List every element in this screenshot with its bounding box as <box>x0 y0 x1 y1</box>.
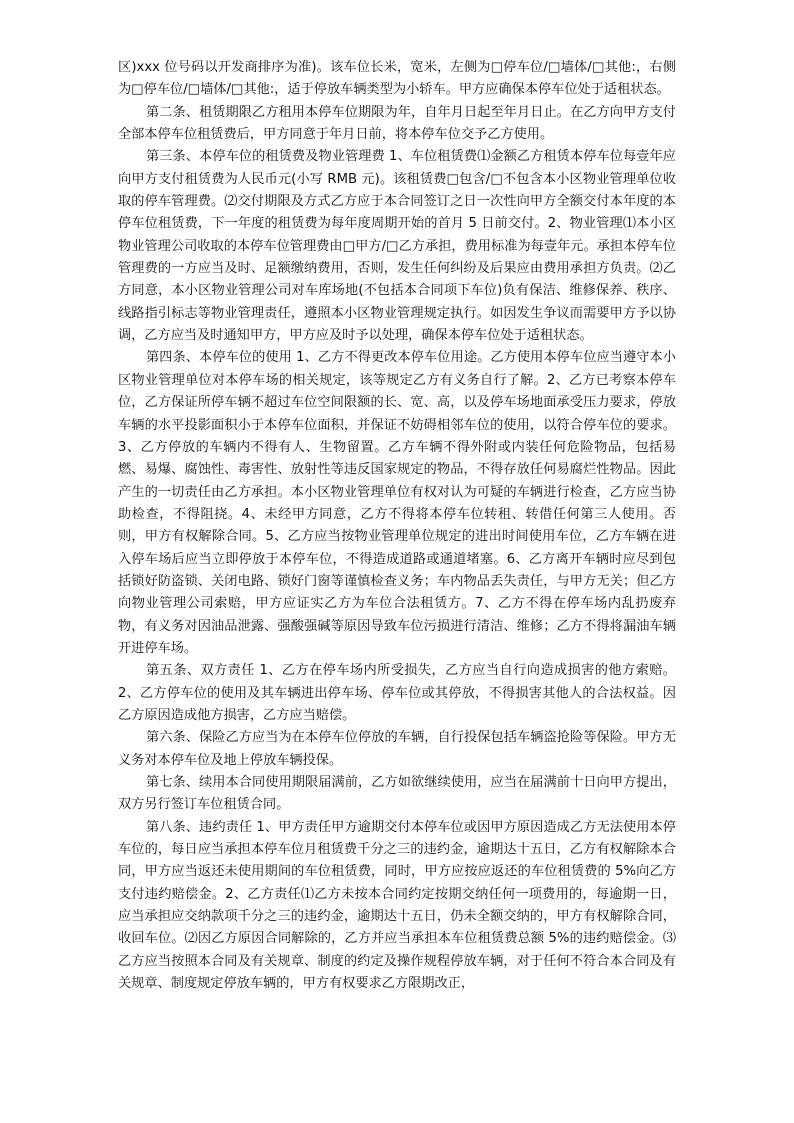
paragraph-article-4-usage: 第四条、本停车位的使用 1、乙方不得更改本停车位用途。乙方使用本停车位应当遵守本小区物业管理单位对本停车场的相关规定，该等规定乙方有义务自行了解。2、乙方已考察本停车位，乙方保证所停车辆不超过车位空间限额的长、宽、高，以及停车场地面承受压力要求，停放车辆的水平投影面积小于本停车位面积，并保证不妨碍相邻车位的使用，以符合停车位的要求。3、乙方停放的车辆内不得有人、生物留置。乙方车辆不得外附或内装任何危险物品，包括易燃、易爆、腐蚀性、毒害性、放射性等违反国家规定的物品，不得存放任何易腐烂性物品。因此产生的一切责任由乙方承担。本小区物业管理单位有权对认为可疑的车辆进行检查，乙方应当协助检查，不得阻挠。4、未经甲方同意，乙方不得将本停车位转租、转借任何第三人使用。否则，甲方有权解除合同。5、乙方应当按物业管理单位规定的进出时间使用车位，乙方车辆在进入停车场后应当立即停放于本停车位，不得造成道路或通道堵塞。6、乙方离开车辆时应尽到包括锁好防盗锁、关闭电路、锁好门窗等谨慎检查义务；车内物品丢失责任，与甲方无关；但乙方向物业管理公司索赔，甲方应证实乙方为车位合法租赁方。7、乙方不得在停车场内乱扔废弃物，有义务对因油品泄露、强酸强碱等原因导致车位污损进行清洁、维修；乙方不得将漏油车辆开进停车场。 <box>118 350 676 656</box>
paragraph-article-3-fees: 第三条、本停车位的租赁费及物业管理费 1、车位租赁费⑴金额乙方租赁本停车位每壹年应向甲方支付租赁费为人民币元(小写 RMB 元)。该租赁费□包含/□不包含本小区物业管理单位收取的停车管理费。⑵交付期限及方式乙方应于本合同签订之日一次性向甲方全额交付本年度的本停车位租赁费，下一年度的租赁费为每年度周期开始的首月 5 日前交付。2、物业管理⑴本小区物业管理公司收取的本停车位管理费由□甲方/□乙方承担，费用标准为每壹年元。承担本停车位管理费的一方应当及时、足额缴纳费用，否则，发生任何纠纷及后果应由费用承担方负责。⑵乙方同意，本小区物业管理公司对车库场地(不包括本合同项下车位)负有保洁、维修保养、秩序、线路指引标志等物业管理责任，遵照本小区物业管理规定执行。如因发生争议而需要甲方予以协调，乙方应当及时通知甲方，甲方应及时予以处理，确保本停车位处于适租状态。 <box>118 149 676 344</box>
paragraph-article-8-liability: 第八条、违约责任 1、甲方责任甲方逾期交付本停车位或因甲方原因造成乙方无法使用本停车位的，每日应当承担本停车位月租赁费千分之三的违约金，逾期达十五日，乙方有权解除本合同，甲方应当返还未使用期间的车位租赁费，同时，甲方应按应返还的车位租赁费的 5%向乙方支付违约赔偿金。2、乙方责任⑴乙方未按本合同约定按期交纳任何一项费用的，每逾期一日，应当承担应交纳款项千分之三的违约金，逾期达十五日，仍未全额交纳的，甲方有权解除合同，收回车位。⑵因乙方原因合同解除的，乙方并应当承担本车位租赁费总额 5%的违约赔偿金。⑶乙方应当按照本合同及有关规章、制度的约定及操作规程停放车辆，对于任何不符合本合同及有关规章、制度规定停放车辆的，甲方有权要求乙方限期改正， <box>118 819 676 992</box>
paragraph-article-5-responsibilities: 第五条、双方责任 1、乙方在停车场内所受损失，乙方应当自行向造成损害的他方索赔。2、乙方停车位的使用及其车辆进出停车场、停车位或其停放，不得损害其他人的合法权益。因乙方原因造成他方损害，乙方应当赔偿。 <box>118 663 676 723</box>
paragraph-article-6-insurance: 第六条、保险乙方应当为在本停车位停放的车辆，自行投保包括车辆盗抢险等保险。甲方无义务对本停车位及地上停放车辆投保。 <box>118 730 676 768</box>
paragraph-parking-space-description: 区)xxx 位号码以开发商排序为准)。该车位长米，宽米，左侧为□停车位/□墙体/□其他:，右侧为□停车位/□墙体/□其他:，适于停放车辆类型为小轿车。甲方应确保本停车位处于适租状态。 <box>118 60 676 98</box>
paragraph-article-7-renewal: 第七条、续用本合同使用期限届满前，乙方如欲继续使用，应当在届满前十日向甲方提出，双方另行签订车位租赁合同。 <box>118 775 676 813</box>
paragraph-article-2-lease-term: 第二条、租赁期限乙方租用本停车位期限为年，自年月日起至年月日止。在乙方向甲方支付全部本停车位租赁费后，甲方同意于年月日前，将本停车位交予乙方使用。 <box>118 104 676 143</box>
